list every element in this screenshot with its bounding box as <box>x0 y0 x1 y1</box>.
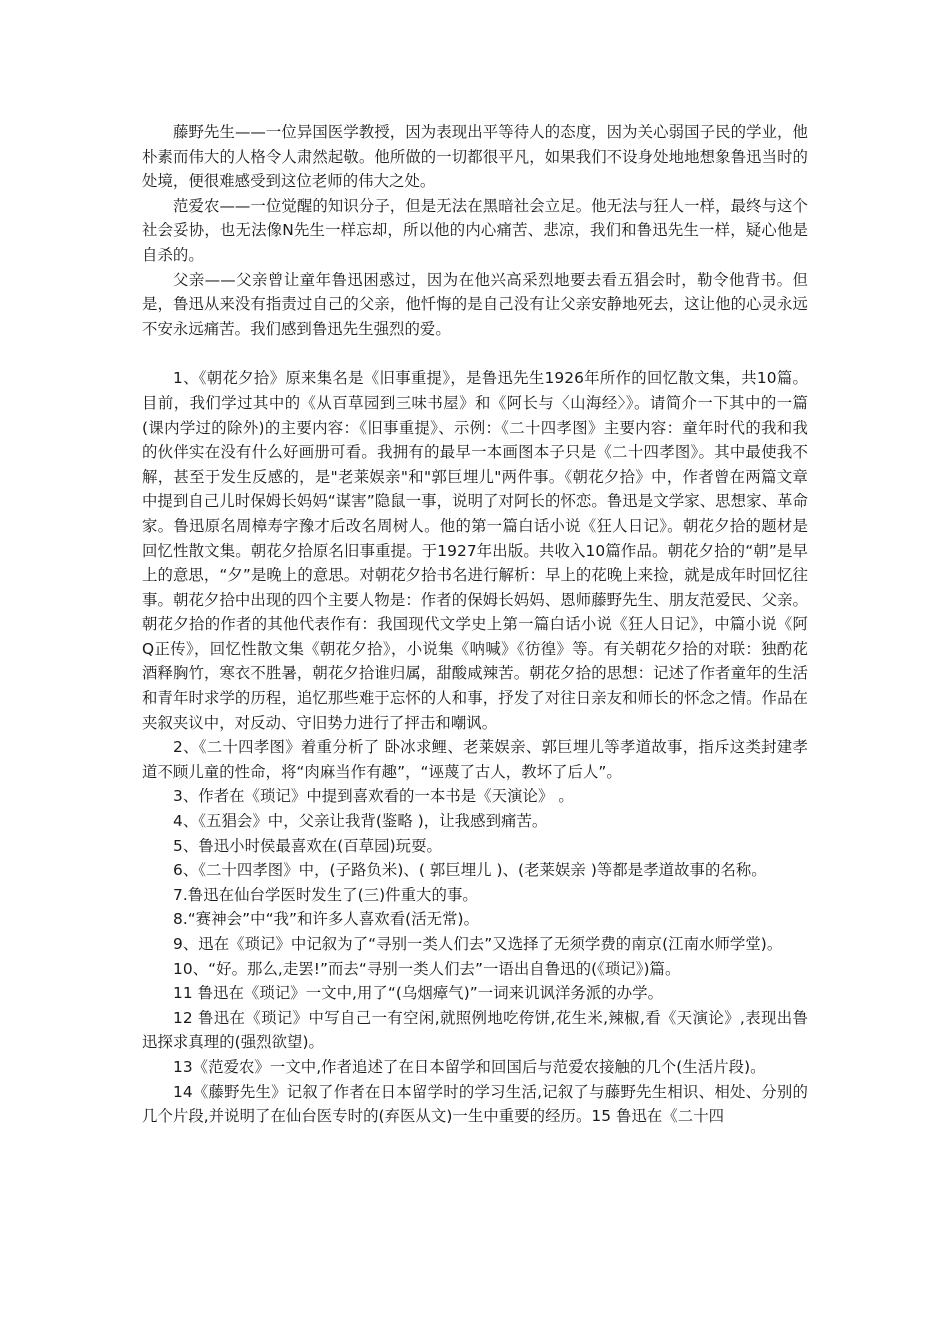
question-11: 11 鲁迅在《琐记》一文中,用了“(乌烟瘴气)”一词来讥讽洋务派的办学。 <box>173 984 664 1003</box>
question-10: 10、“好。那么,走罢!”而去“寻别一类人们去”一语出自鲁迅的(《琐记》)篇。 <box>173 959 681 978</box>
question-6: 6、《二十四孝图》中，(子路负米)、( 郭巨埋儿 )、(老莱娱亲 )等都是孝道故事的名称。 <box>173 861 767 880</box>
paragraph-tengye: 藤野先生——一位异国医学教授，因为表现出平等待人的态度，因为关心弱国子民的学业，他朴素而伟大的人格令人肃然起敬。他所做的一切都很平凡，如果我们不设身处地地想象鲁迅当时的处境，便很难感受到这位老师的伟大之处。 <box>142 123 808 191</box>
question-12: 12 鲁迅在《琐记》中写自己一有空闲,就照例地吃侉饼,花生米,辣椒,看《天演论》,表现出鲁迅探求真理的(强烈欲望)。 <box>142 1008 808 1052</box>
document-page <box>142 120 808 1129</box>
paragraph-fanainong: 范爱农——一位觉醒的知识分子，但是无法在黑暗社会立足。他无法与狂人一样，最终与这个社会妥协，也无法像N先生一样忘却，所以他的内心痛苦、悲凉，我们和鲁迅先生一样，疑心他是自杀的。 <box>142 196 808 264</box>
paragraph-gap <box>142 341 808 366</box>
question-5: 5、鲁迅小时侯最喜欢在(百草园)玩耍。 <box>173 836 443 855</box>
question-2: 2、《二十四孝图》着重分析了 卧冰求鲤、老莱娱亲、郭巨埋儿等孝道故事，指斥这类封建孝道不顾儿童的性命，将“肉麻当作有趣”，“诬蔑了古人，教坏了后人”。 <box>142 738 808 781</box>
question-8: 8.“赛神会”中“我”和许多人喜欢看(活无常)。 <box>173 910 480 929</box>
question-1: 1、《朝花夕拾》原来集名是《旧事重提》，是鲁迅先生1926年所作的回忆散文集，共10篇。目前，我们学过其中的《从百草园到三味书屋》和《阿长与〈山海经〉》。请简介一下其中的一篇(课内学过的除外)的主要内容：《旧事重提》、示例：《二十四孝图》主要内容：童年时代的我和我的伙伴实在没有什么好画册可看。我拥有的最早一本画图本子只是《二十四孝图》。其中最使我不解，甚至于发生反感的，是"老莱娱亲"和"郭巨埋儿"两件事。《朝花夕拾》中，作者曾在两篇文章中提到自己儿时保姆长妈妈“谋害”隐鼠一事，说明了对阿长的怀恋。鲁迅是文学家、思想家、革命家。鲁迅原名周樟寿字豫才后改名周树人。他的第一篇白话小说《狂人日记》。朝花夕拾的题材是回忆性散文集。朝花夕拾原名旧事重提。于1927年出版。共收入10篇作品。朝花夕拾的“朝”是早上的意思，“夕”是晚上的意思。对朝花夕拾书名进行解析：早上的花晚上来捡，就是成年时回忆往事。朝花夕拾中出现的四个主要人物是：作者的保姆长妈妈、恩师藤野先生、朋友范爱民、父亲。朝花夕拾的作者的其他代表作有：我国现代文学史上第一篇白话小说《狂人日记》，中篇小说《阿Q正传》，回忆性散文集《朝花夕拾》，小说集《呐喊》《彷徨》等。有关朝花夕拾的对联：独酌花酒释胸竹，寒衣不胜暑，朝花夕拾谁归属，甜酸咸辣苦。朝花夕拾的思想：记述了作者童年的生活和青年时求学的历程，追忆那些难于忘怀的人和事，抒发了对往日亲友和师长的怀念之情。作品在夹叙夹议中，对反动、守旧势力进行了抨击和嘲讽。 <box>142 369 808 732</box>
question-14: 14《藤野先生》记叙了作者在日本留学时的学习生活,记叙了与藤野先生相识、相处、分别的几个片段,并说明了在仙台医专时的(弃医从文)一生中重要的经历。15 鲁迅在《二十四 <box>142 1082 808 1126</box>
question-4: 4、《五猖会》中，父亲让我背(鉴略 )，让我感到痛苦。 <box>173 812 548 831</box>
question-9: 9、迅在《琐记》中记叙为了“寻别一类人们去”又选择了无须学费的南京(江南水师学堂)。 <box>173 935 783 953</box>
question-3: 3、作者在《琐记》中提到喜欢看的一本书是《天演论》 。 <box>173 787 574 806</box>
question-7: 7.鲁迅在仙台学医时发生了(三)件重大的事。 <box>173 885 478 904</box>
question-13: 13《范爱农》一文中,作者追述了在日本留学和回国后与范爱农接触的几个(生活片段)。 <box>173 1057 766 1076</box>
paragraph-father: 父亲——父亲曾让童年鲁迅困惑过，因为在他兴高采烈地要去看五猖会时，勒令他背书。但是，鲁迅从来没有指责过自己的父亲，他忏悔的是自己没有让父亲安静地死去，这让他的心灵永远不安永远痛苦。我们感到鲁迅先生强烈的爱。 <box>142 270 808 338</box>
